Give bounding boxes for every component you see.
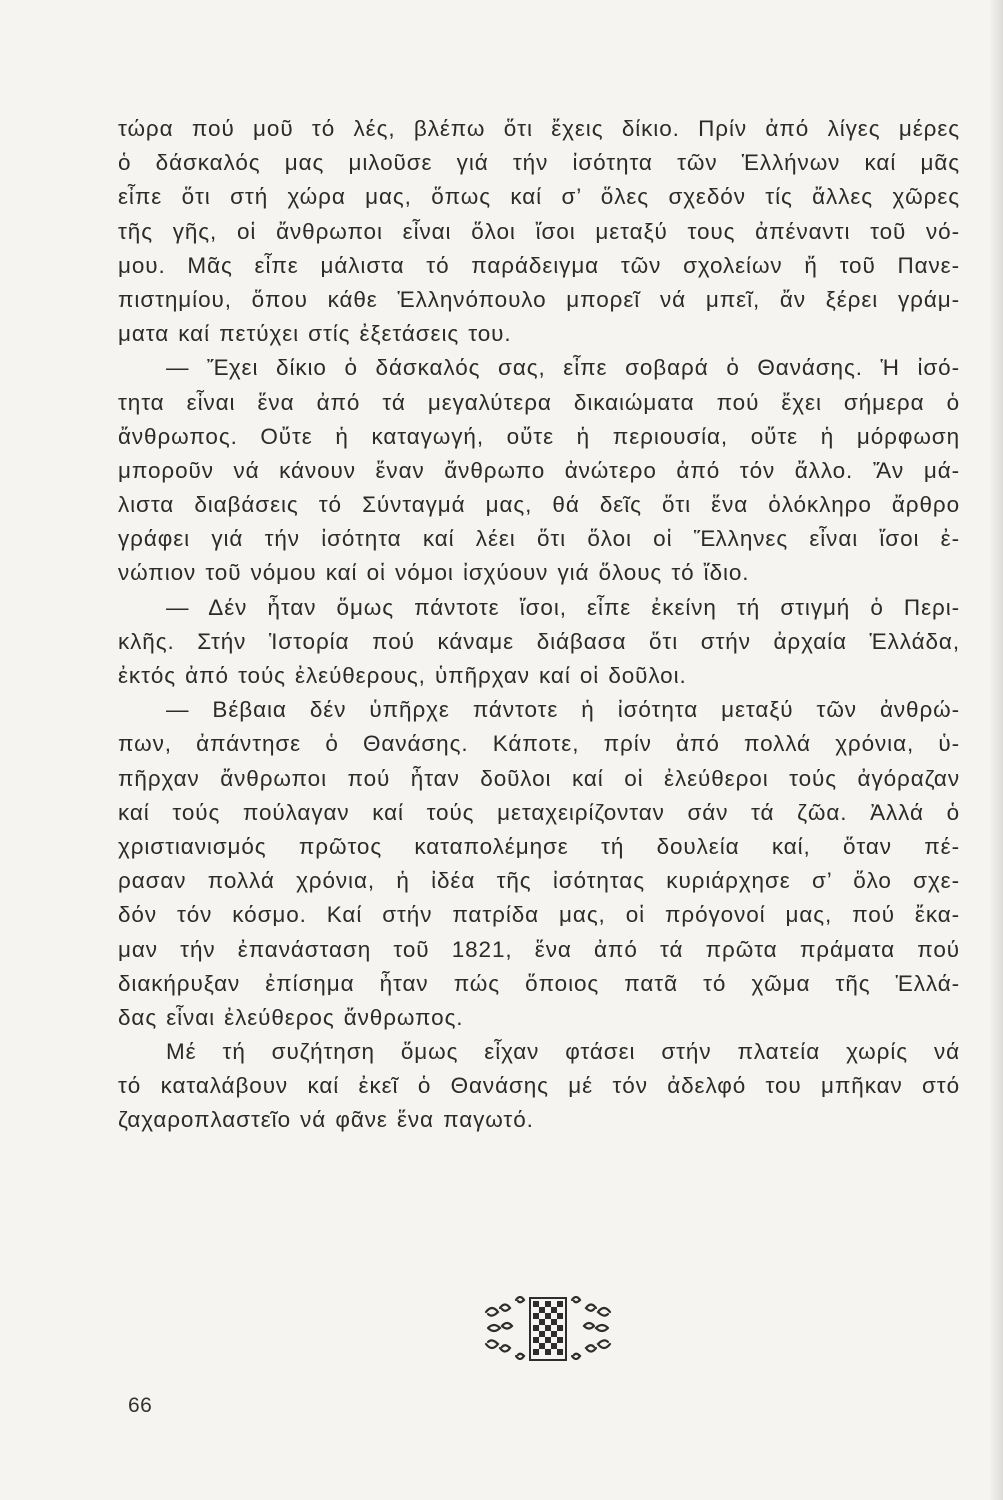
text-line: καί τούς πούλαγαν καί τούς μεταχειρίζονταν σάν τά ζῶα. Ἀλλά ὁ	[118, 799, 960, 825]
text-line: Μέ τή συζήτηση ὅμως εἶχαν φτάσει στήν πλατεία χωρίς νά	[166, 1039, 960, 1065]
text-line: — Ἔχει δίκιο ὁ δάσκαλός σας, εἶπε σοβαρά ὁ Θανάσης. Ἡ ἰσό-	[166, 355, 960, 381]
text-line: διακήρυξαν ἐπίσημα ἦταν πώς ὅποιος πατᾶ τό χῶμα τῆς Ἑλλά-	[118, 970, 960, 996]
text-line: — Δέν ἦταν ὅμως πάντοτε ἴσοι, εἶπε ἐκείνη τή στιγμή ὁ Περι-	[166, 594, 960, 620]
text-line: τό καταλάβουν καί ἐκεῖ ὁ Θανάσης μέ τόν ἀδελφό του μπῆκαν στό	[118, 1073, 960, 1099]
text-line: — Βέβαια δέν ὑπῆρχε πάντοτε ἡ ἰσότητα μεταξύ τῶν ἀνθρώ-	[166, 697, 960, 723]
text-line: χριστιανισμός πρῶτος καταπολέμησε τή δουλεία καί, ὅταν πέ-	[118, 833, 960, 859]
page-number: 66	[128, 1394, 153, 1417]
text-line: τητα εἶναι ἕνα ἀπό τά μεγαλύτερα δικαιώματα πού ἔχει σήμερα ὁ	[118, 389, 960, 415]
decorative-ornament-icon	[478, 1290, 618, 1368]
text-line: πων, ἀπάντησε ὁ Θανάσης. Κάποτε, πρίν ἀπό πολλά χρόνια, ὑ-	[118, 731, 960, 757]
text-line: μποροῦν νά κάνουν ἕναν ἄνθρωπο ἀνώτερο ἀπό τόν ἄλλο. Ἄν μά-	[118, 457, 960, 483]
text-line: τώρα πού μοῦ τό λές, βλέπω ὅτι ἔχεις δίκιο. Πρίν ἀπό λίγες μέρες	[118, 116, 960, 141]
text-line: ἄνθρωπος. Οὔτε ἡ καταγωγή, οὔτε ἡ περιουσία, οὔτε ἡ μόρφωση	[118, 423, 960, 449]
text-line: μου. Μᾶς εἶπε μάλιστα τό παράδειγμα τῶν σχολείων ἤ τοῦ Πανε-	[118, 252, 960, 278]
text-line: νώπιον τοῦ νόμου καί οἱ νόμοι ἰσχύουν γιά ὅλους τό ἴδιο.	[118, 560, 750, 586]
text-line: πιστημίου, ὅπου κάθε Ἑλληνόπουλο μπορεῖ νά μπεῖ, ἄν ξέρει γράμ-	[118, 286, 960, 312]
text-line: γράφει γιά τήν ἰσότητα καί λέει ὅτι ὅλοι οἱ Ἕλληνες εἶναι ἴσοι ἐ-	[118, 526, 960, 552]
text-line: πῆρχαν ἄνθρωποι πού ἦταν δοῦλοι καί οἱ ἐλεύθεροι τούς ἀγόραζαν	[118, 765, 960, 791]
text-line: δας εἶναι ἐλεύθερος ἄνθρωπος.	[118, 1004, 464, 1030]
text-line: ἐκτός ἀπό τούς ἐλεύθερους, ὑπῆρχαν καί οἱ δοῦλοι.	[118, 663, 687, 688]
body-text	[118, 112, 960, 1138]
text-line: ζαχαροπλαστεῖο νά φᾶνε ἕνα παγωτό.	[118, 1107, 534, 1133]
text-line: ρασαν πολλά χρόνια, ἡ ἰδέα τῆς ἰσότητας κυριάρχησε σ’ ὅλο σχε-	[118, 868, 960, 894]
text-line: ματα καί πετύχει στίς ἐξετάσεις του.	[118, 321, 512, 347]
text-line: δόν τόν κόσμο. Καί στήν πατρίδα μας, οἱ πρόγονοί μας, πού ἔκα-	[118, 902, 960, 928]
text-line: ὁ δάσκαλός μας μιλοῦσε γιά τήν ἰσότητα τῶν Ἑλλήνων καί μᾶς	[118, 150, 960, 176]
text-line: εἶπε ὅτι στή χώρα μας, ὅπως καί σ’ ὅλες σχεδόν τίς ἄλλες χῶρες	[118, 184, 960, 210]
text-line: λιστα διαβάσεις τό Σύνταγμά μας, θά δεῖς ὅτι ἕνα ὁλόκληρο ἄρθρο	[118, 492, 960, 518]
text-line: μαν τήν ἐπανάσταση τοῦ 1821, ἕνα ἀπό τά πρῶτα πράματα πού	[118, 936, 960, 962]
page-edge-shadow	[989, 0, 1003, 1500]
text-line: κλῆς. Στήν Ἱστορία πού κάναμε διάβασα ὅτι στήν ἀρχαία Ἑλλάδα,	[118, 628, 960, 654]
text-line: τῆς γῆς, οἱ ἄνθρωποι εἶναι ὅλοι ἴσοι μεταξύ τους ἀπέναντι τοῦ νό-	[118, 218, 960, 244]
